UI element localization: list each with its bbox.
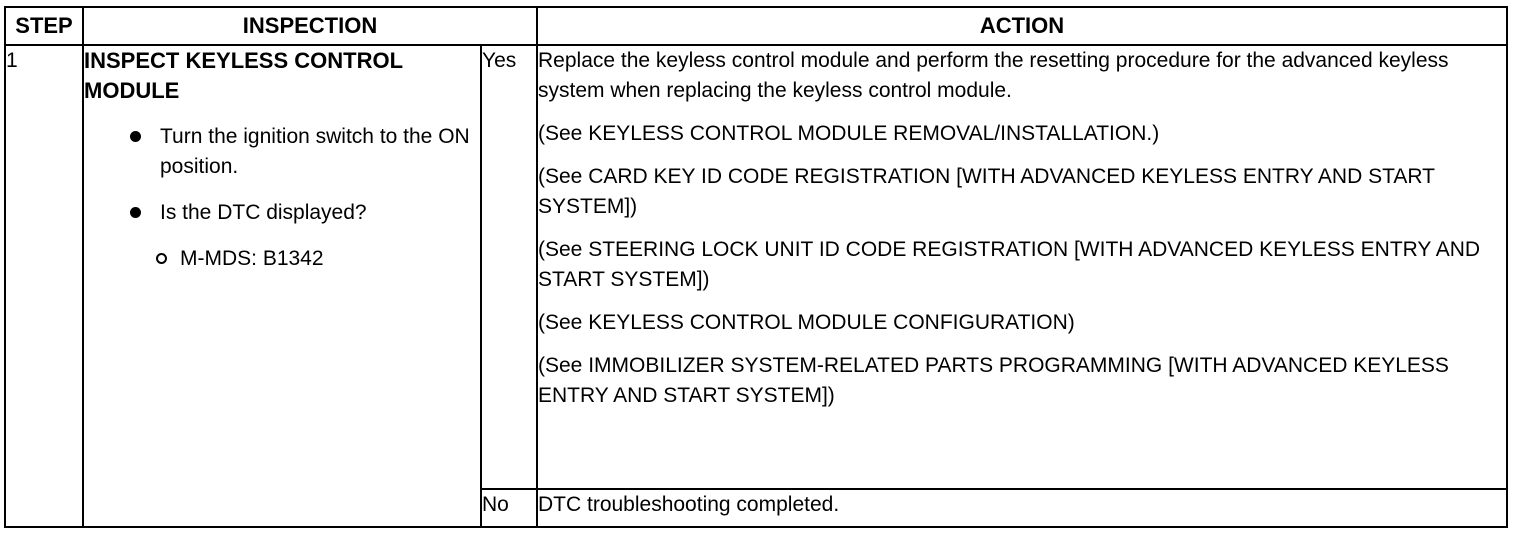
step-header: STEP (5, 7, 83, 45)
inspection-bullets (84, 122, 480, 228)
sub-bullets (84, 244, 480, 274)
bullet-item (128, 198, 480, 228)
no-label: No (481, 489, 537, 527)
table-row (5, 45, 1507, 489)
step-number: 1 (5, 45, 83, 527)
action-reference: (See KEYLESS CONTROL MODULE REMOVAL/INSTALLATION.) (538, 122, 1160, 145)
action-reference: (See CARD KEY ID CODE REGISTRATION [WITH ADVANCED KEYLESS ENTRY AND START SYSTEM]) (538, 165, 1435, 218)
header-row (5, 7, 1507, 45)
yes-action-cell (537, 45, 1507, 489)
bullet-text: Is the DTC displayed? (160, 201, 367, 224)
action-reference: (See IMMOBILIZER SYSTEM-RELATED PARTS PROGRAMMING [WITH ADVANCED KEYLESS ENTRY AND START SYSTEM]) (538, 354, 1449, 407)
action-header: ACTION (537, 7, 1507, 45)
action-reference: (See STEERING LOCK UNIT ID CODE REGISTRATION [WITH ADVANCED KEYLESS ENTRY AND START SYSTEM]) (538, 238, 1481, 291)
action-paragraph: Replace the keyless control module and perform the resetting procedure for the advanced keyless system when replacing the keyless control module. (538, 49, 1449, 102)
no-action-cell: DTC troubleshooting completed. (537, 489, 1507, 527)
bullet-item: Turn the ignition switch to the ON position. (128, 122, 480, 182)
inspection-title: INSPECT KEYLESS CONTROL MODULE (84, 48, 403, 103)
sub-bullet-item: M-MDS: B1342 (156, 244, 480, 274)
inspection-cell (83, 45, 481, 527)
troubleshooting-table (4, 6, 1508, 528)
yes-label: Yes (481, 45, 537, 489)
inspection-header: INSPECTION (83, 7, 537, 45)
action-reference: (See KEYLESS CONTROL MODULE CONFIGURATION) (538, 311, 1075, 334)
